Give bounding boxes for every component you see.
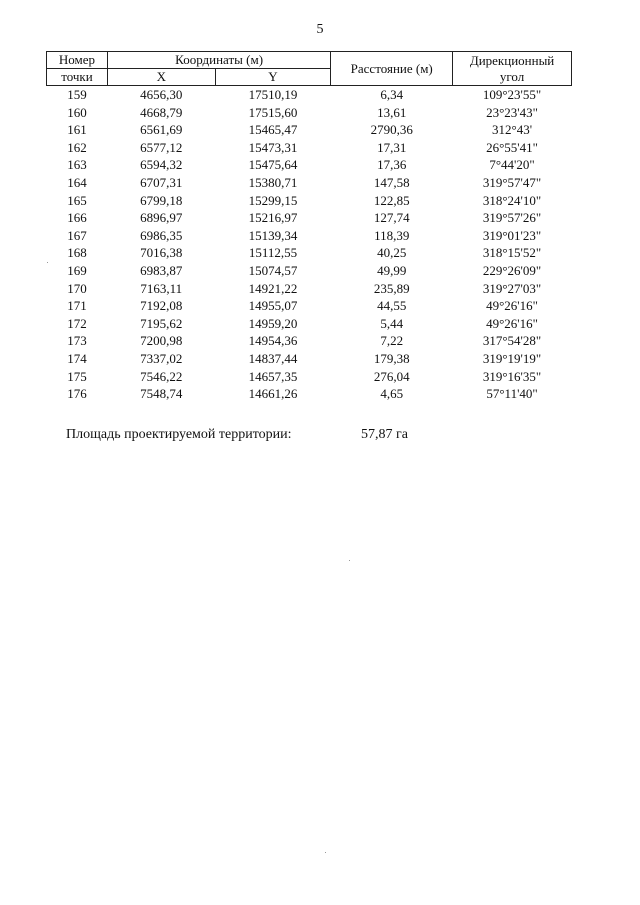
table-row: [47, 262, 572, 280]
cell-angle: 57°11'40": [486, 386, 538, 402]
cell-y: 17510,19: [248, 87, 298, 102]
cell-y: 17515,60: [248, 104, 298, 120]
cell-distance: 5,44: [380, 315, 404, 331]
header-point-number-line2: точки: [47, 69, 108, 86]
table-row: [47, 244, 572, 262]
cell-x: 6594,32: [140, 157, 183, 173]
table-row: [47, 139, 572, 157]
cell-point-number: 159: [67, 87, 87, 102]
cell-angle: 49°26'16": [486, 315, 538, 331]
table-row: [47, 156, 572, 174]
cell-point-number: 167: [67, 227, 87, 243]
cell-angle: 317°54'28": [482, 333, 542, 349]
header-point-number-line1: Номер: [58, 52, 96, 67]
table-row: [47, 104, 572, 122]
area-value: 57,87 га: [361, 427, 408, 442]
cell-point-number: 166: [67, 210, 87, 226]
cell-distance: 13,61: [377, 104, 407, 120]
cell-angle: 26°55'41": [486, 139, 538, 155]
cell-distance: 17,36: [377, 157, 407, 173]
cell-point-number: 169: [67, 262, 87, 278]
cell-point-number: 163: [67, 157, 87, 173]
table-row: [47, 315, 572, 333]
cell-angle: 109°23'55": [482, 87, 542, 102]
cell-x: 7195,62: [140, 315, 183, 331]
cell-distance: 118,39: [374, 227, 410, 243]
header-distance: Расстояние (м): [331, 52, 453, 86]
cell-x: 4668,79: [140, 104, 183, 120]
cell-distance: 127,74: [373, 210, 410, 226]
cell-angle: 7°44'20": [489, 157, 535, 173]
cell-x: 7200,98: [140, 333, 183, 349]
cell-distance: 17,31: [377, 139, 407, 155]
cell-y: 15475,64: [248, 157, 298, 173]
table-row: [47, 368, 572, 386]
cell-angle: 318°24'10": [482, 192, 542, 208]
cell-angle: 319°57'26": [482, 210, 542, 226]
cell-point-number: 173: [67, 333, 87, 349]
cell-y: 15380,71: [248, 174, 298, 190]
cell-point-number: 165: [67, 192, 87, 208]
page-number: 5: [316, 22, 324, 37]
header-y: Y: [215, 69, 331, 86]
cell-x: 6561,69: [140, 122, 183, 138]
cell-x: 6577,12: [140, 139, 183, 155]
cell-distance: 6,34: [380, 87, 404, 102]
cell-angle: 319°57'47": [482, 174, 542, 190]
cell-point-number: 175: [67, 368, 87, 384]
scan-speck: [47, 262, 48, 263]
header-x: X: [107, 69, 215, 86]
cell-distance: 179,38: [373, 350, 410, 366]
cell-y: 15074,57: [248, 262, 298, 278]
table-row: [47, 209, 572, 227]
cell-point-number: 168: [67, 245, 87, 261]
cell-y: 14959,20: [248, 315, 298, 331]
cell-y: 15216,97: [248, 210, 298, 226]
table-row: [47, 227, 572, 245]
cell-point-number: 176: [67, 386, 87, 402]
header-coordinates: Координаты (м): [107, 52, 330, 69]
cell-y: 15473,31: [248, 139, 298, 155]
table-row: [47, 121, 572, 139]
scan-speck: [349, 560, 350, 561]
cell-angle: 312°43': [492, 122, 533, 138]
header-angle-line2: угол: [499, 68, 525, 84]
cell-distance: 4,65: [380, 386, 404, 402]
cell-distance: 2790,36: [370, 122, 413, 138]
table-row: [47, 280, 572, 298]
cell-point-number: 160: [67, 104, 87, 120]
cell-y: 15112,55: [248, 245, 298, 261]
table-row: [47, 332, 572, 350]
table-body: [47, 86, 572, 403]
cell-y: 14954,36: [248, 333, 298, 349]
cell-x: 7548,74: [140, 386, 183, 402]
cell-point-number: 164: [67, 174, 87, 190]
cell-point-number: 161: [67, 122, 87, 138]
cell-distance: 235,89: [373, 280, 410, 296]
cell-distance: 40,25: [377, 245, 407, 261]
cell-x: 6707,31: [140, 174, 183, 190]
cell-distance: 276,04: [373, 368, 410, 384]
cell-x: 7163,11: [140, 280, 183, 296]
cell-x: 6983,87: [140, 262, 183, 278]
cell-x: 4656,30: [140, 87, 183, 102]
header-angle-line1: Дирекционный: [469, 52, 555, 68]
cell-x: 6986,35: [140, 227, 183, 243]
cell-angle: 229°26'09": [482, 262, 542, 278]
table-row: [47, 192, 572, 210]
table-row: [47, 385, 572, 403]
cell-distance: 7,22: [380, 333, 404, 349]
cell-angle: 318°15'52": [482, 245, 542, 261]
cell-y: 15465,47: [248, 122, 298, 138]
cell-y: 14921,22: [248, 280, 298, 296]
cell-x: 7016,38: [140, 245, 183, 261]
cell-angle: 319°19'19": [482, 350, 542, 366]
cell-y: 14657,35: [248, 368, 298, 384]
area-label: Площадь проектируемой территории:: [66, 427, 292, 442]
cell-distance: 122,85: [373, 192, 410, 208]
scan-speck: [325, 852, 326, 853]
cell-x: 7337,02: [140, 350, 183, 366]
cell-point-number: 162: [67, 139, 87, 155]
cell-angle: 23°23'43": [486, 104, 538, 120]
cell-distance: 147,58: [373, 174, 410, 190]
cell-y: 14955,07: [248, 298, 298, 314]
cell-point-number: 171: [67, 298, 87, 314]
cell-point-number: 172: [67, 315, 87, 331]
cell-x: 7192,08: [140, 298, 183, 314]
cell-angle: 49°26'16": [486, 298, 538, 314]
cell-x: 6799,18: [140, 192, 183, 208]
coordinates-table: [46, 51, 572, 403]
table-row: [47, 86, 572, 104]
cell-y: 14661,26: [248, 386, 298, 402]
cell-x: 6896,97: [140, 210, 183, 226]
cell-angle: 319°27'03": [482, 280, 542, 296]
cell-y: 15299,15: [248, 192, 298, 208]
cell-y: 14837,44: [248, 350, 298, 366]
header-point-number: [47, 52, 108, 69]
header-angle: [453, 52, 572, 86]
cell-angle: 319°16'35": [482, 368, 542, 384]
table-row: [47, 297, 572, 315]
table-row: [47, 174, 572, 192]
cell-y: 15139,34: [248, 227, 298, 243]
cell-distance: 49,99: [377, 262, 407, 278]
cell-point-number: 174: [67, 350, 87, 366]
table-row: [47, 350, 572, 368]
cell-point-number: 170: [67, 280, 87, 296]
cell-distance: 44,55: [377, 298, 407, 314]
cell-angle: 319°01'23": [482, 227, 542, 243]
cell-x: 7546,22: [140, 368, 183, 384]
